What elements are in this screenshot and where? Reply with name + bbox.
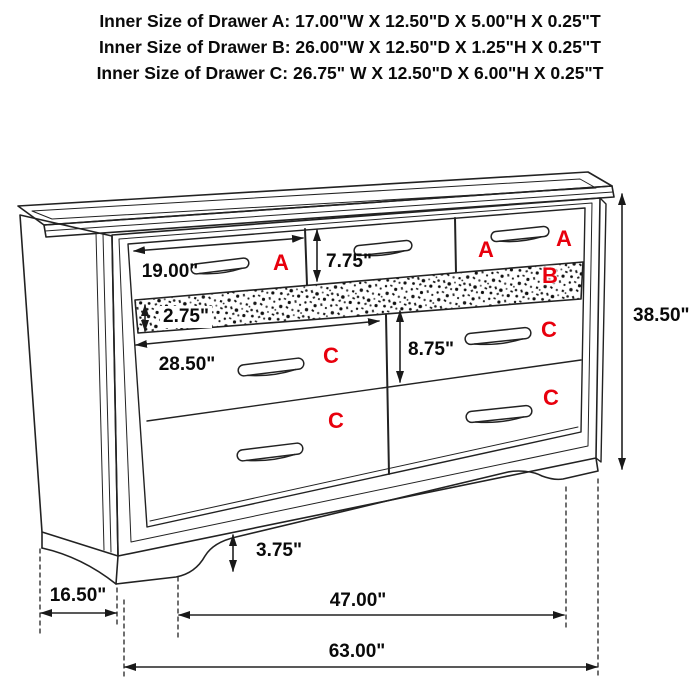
dim-label-drawer-a-height: 7.75" — [326, 251, 372, 272]
dim-label-leg-height: 3.75" — [256, 540, 302, 561]
dim-label-drawer-c-height: 8.75" — [408, 339, 454, 360]
handle-drawer-c2 — [465, 327, 532, 347]
dresser-left-side-panel — [20, 215, 118, 584]
base-and-legs — [116, 458, 598, 584]
handle-drawer-c1 — [238, 358, 305, 379]
handle-drawer-c4 — [466, 405, 533, 425]
dim-label-inner-width: 47.00" — [329, 590, 387, 611]
drawer-letter-c2: C — [541, 317, 557, 342]
drawer-letter-a1: A — [273, 250, 289, 275]
dim-label-strip-height: 2.75" — [160, 306, 212, 328]
dim-label-total-height: 38.50" — [633, 305, 690, 326]
drawer-letter-c3: C — [328, 408, 344, 433]
drawer-b-size-line: Inner Size of Drawer B: 26.00"W X 12.50"D X 1.25"H X 0.25"T — [99, 37, 601, 57]
dim-label-drawer-a-width: 19.00" — [141, 261, 199, 282]
handle-drawer-a1 — [191, 258, 250, 277]
drawer-letter-a3: A — [556, 226, 572, 251]
drawer-a-size-line: Inner Size of Drawer A: 17.00"W X 12.50"D X 5.00"H X 0.25"T — [99, 11, 601, 31]
drawer-letter-c1: C — [323, 343, 339, 368]
handle-drawer-c3 — [237, 443, 304, 464]
drawer-letter-c4: C — [543, 385, 559, 410]
dim-label-drawer-c-width: 28.50" — [158, 354, 216, 375]
drawer-letter-a2: A — [478, 237, 494, 262]
dim-label-depth: 16.50" — [49, 585, 107, 606]
dim-label-total-width: 63.00" — [328, 641, 386, 662]
drawer-letter-b: B — [542, 263, 558, 288]
handle-drawer-a3 — [491, 226, 550, 244]
drawer-c-size-line: Inner Size of Drawer C: 26.75" W X 12.50"D X 6.00"H X 0.25"T — [96, 63, 604, 83]
extension-lines — [40, 479, 598, 678]
